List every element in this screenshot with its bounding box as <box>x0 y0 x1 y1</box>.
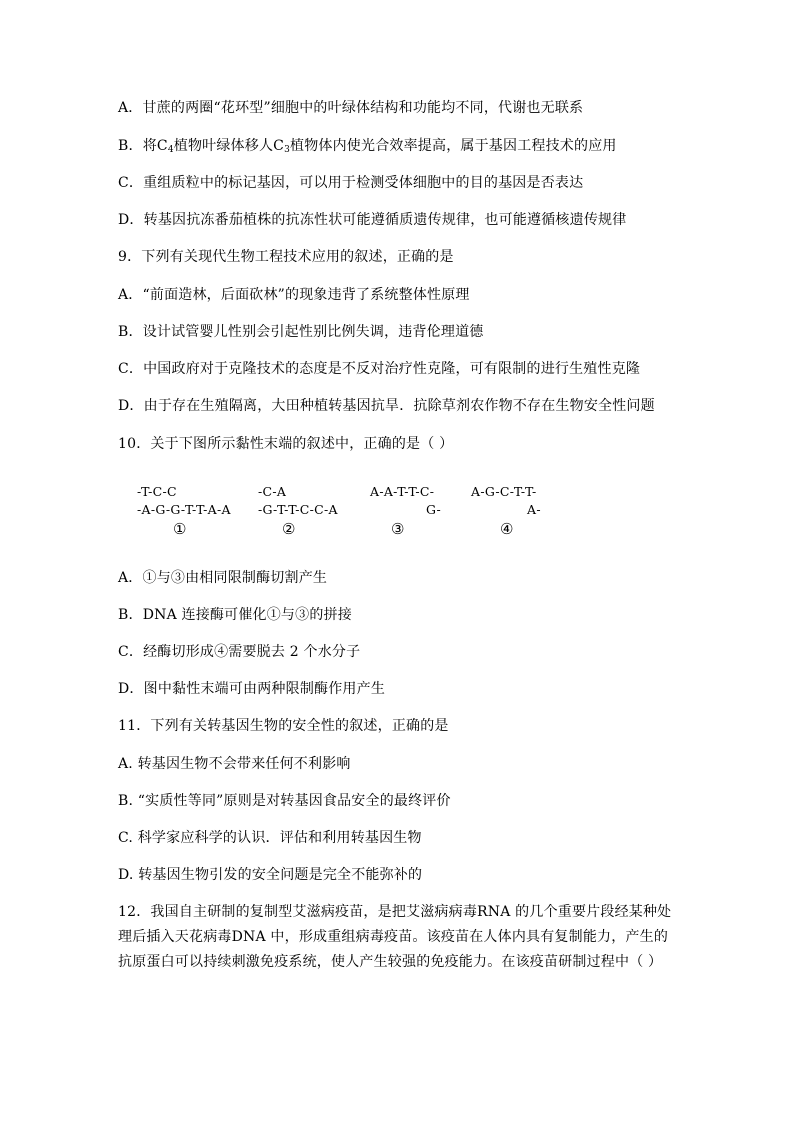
end-4-label: ④ <box>500 520 514 538</box>
end-2-label: ② <box>282 520 296 538</box>
q10-option-c: C．经酶切形成④需要脱去 2 个水分子 <box>118 644 361 660</box>
end-4-bottom: A- <box>527 502 541 517</box>
q10-option-b: B．DNA 连接酶可催化①与③的拼接 <box>118 607 352 623</box>
q8-option-d: D．转基因抗冻番茄植株的抗冻性状可能遵循质遗传规律，也可能遵循核遗传规律 <box>118 212 627 228</box>
end-3-bottom: G- <box>426 502 442 517</box>
q9-option-b: B．设计试管婴儿性别会引起性别比例失调，违背伦理道德 <box>118 324 484 340</box>
q11-option-b: B. “实质性等同”原则是对转基因食品安全的最终评价 <box>118 793 451 809</box>
q8-option-b-pre: B．将C <box>118 138 168 154</box>
q8-option-b-mid: 植物叶绿体移人C <box>173 138 285 154</box>
end-1-top: -T-C-C <box>137 484 177 499</box>
q9-stem: 9．下列有关现代生物工程技术应用的叙述，正确的是 <box>118 249 454 265</box>
q11-option-c: C. 科学家应科学的认识．评估和利用转基因生物 <box>118 830 422 846</box>
q10-option-d: D．图中黏性末端可由两种限制酶作用产生 <box>118 681 386 697</box>
q8-option-b-sub2: 3 <box>284 145 290 155</box>
q8-option-a: A．甘蔗的两圈“花环型”细胞中的叶绿体结构和功能均不同，代谢也无联系 <box>118 100 584 116</box>
q10-stem: 10．关于下图所示黏性末端的叙述中，正确的是（ ） <box>118 436 454 452</box>
q11-option-a: A. 转基因生物不会带来任何不利影响 <box>118 756 351 772</box>
q11-option-d: D. 转基因生物引发的安全问题是完全不能弥补的 <box>118 867 423 883</box>
end-3-label: ③ <box>391 520 405 538</box>
end-3-top: A-A-T-T-C- <box>370 484 435 499</box>
q9-option-d: D．由于存在生殖隔离，大田种植转基因抗旱．抗除草剂农作物不存在生物安全性问题 <box>118 398 655 414</box>
q8-option-b <box>118 136 617 160</box>
end-1-label: ① <box>173 520 187 538</box>
end-2-bottom: -G-T-T-C-C-A <box>258 502 338 517</box>
q8-option-b-post: 植物体内使光合效率提高，属于基因工程技术的应用 <box>290 138 617 154</box>
q8-option-c: C．重组质粒中的标记基因，可以用于检测受体细胞中的目的基因是否表达 <box>118 175 584 191</box>
q9-option-a: A．“前面造林，后面砍林”的现象违背了系统整体性原理 <box>118 287 470 303</box>
end-1-bottom: -A-G-G-T-T-A-A <box>137 502 231 517</box>
end-2-top: -C-A <box>258 484 287 499</box>
q10-option-a: A．①与③由相同限制酶切割产生 <box>118 570 328 586</box>
q9-option-c: C．中国政府对于克隆技术的态度是不反对治疗性克隆，可有限制的进行生殖性克隆 <box>118 361 641 377</box>
q12-stem: 12．我国自主研制的复制型艾滋病疫苗，是把艾滋病病毒RNA 的几个重要片段经某种处理后插入天花病毒DNA 中，形成重组病毒疫苗。该疫苗在人体内具有复制能力，产生的抗原蛋白可以持续刺激免疫系统，使人产生较强的免疫能力。在该疫苗研制过程中（ ） <box>118 904 672 970</box>
q8-option-b-sub1: 4 <box>167 145 174 155</box>
end-4-top: A-G-C-T-T- <box>471 484 537 499</box>
q11-stem: 11．下列有关转基因生物的安全性的叙述，正确的是 <box>118 718 449 734</box>
